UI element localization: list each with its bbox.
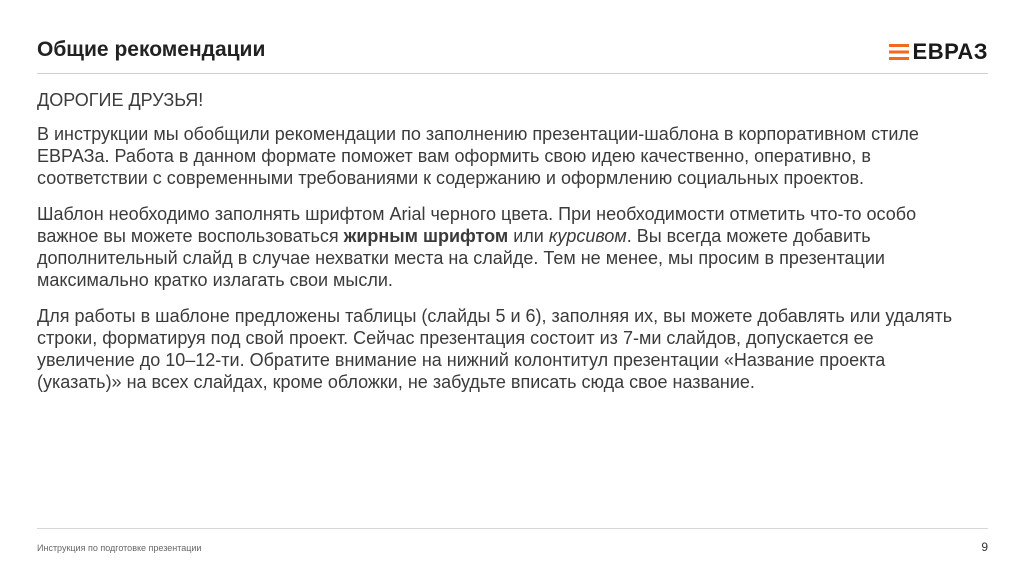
footer-divider [37,528,988,529]
paragraph-tables: Для работы в шаблоне предложены таблицы (слайды 5 и 6), заполняя их, вы можете добавлять или удалять строки, форматируя под свой проект. Сейчас презентация состоит из 7-ми слайдов, допускается ее увеличение до 10–12-ти. Обратите внимание на нижний колонтитул презентации «Название проекта (указать)» на всех слайдах, кроме обложки, не забудьте вписать сюда свое название. [37,306,953,392]
evraz-logo [889,41,988,63]
header-divider [37,73,988,74]
bold-example: жирным шрифтом [343,226,509,246]
paragraph-font-rules-text: или [508,226,549,246]
page-number: 9 [981,540,988,554]
logo-text: ЕВРАЗ [912,39,988,64]
italic-example: курсивом [548,226,627,246]
paragraph-intro: В инструкции мы обобщили рекомендации по заполнению презентации-шаблона в корпоративном стиле ЕВРАЗа. Работа в данном формате поможет вам оформить свою идею качественно, оперативно, в соответствии с современными требованиями к содержанию и оформлению социальных проектов. [37,124,919,188]
slide-title: Общие рекомендации [37,38,266,61]
greeting: ДОРОГИЕ ДРУЗЬЯ! [37,90,204,110]
paragraph-font-rules-text: Шаблон необходимо заполнять шрифтом Arial черного цвета. При необходимости отметить что-то особо важное вы можете воспользоваться [37,204,917,246]
paragraph-font-rules [37,203,972,291]
paragraph-font-rules-text: . Вы всегда можете добавить дополнительный слайд в случае нехватки места на слайде. Тем не менее, мы просим в презентации максимально кратко излагать свои мысли. [37,226,885,290]
footer-caption: Инструкция по подготовке презентации [37,543,202,553]
logo-stripes-icon [889,43,909,61]
slide-body [37,89,972,407]
